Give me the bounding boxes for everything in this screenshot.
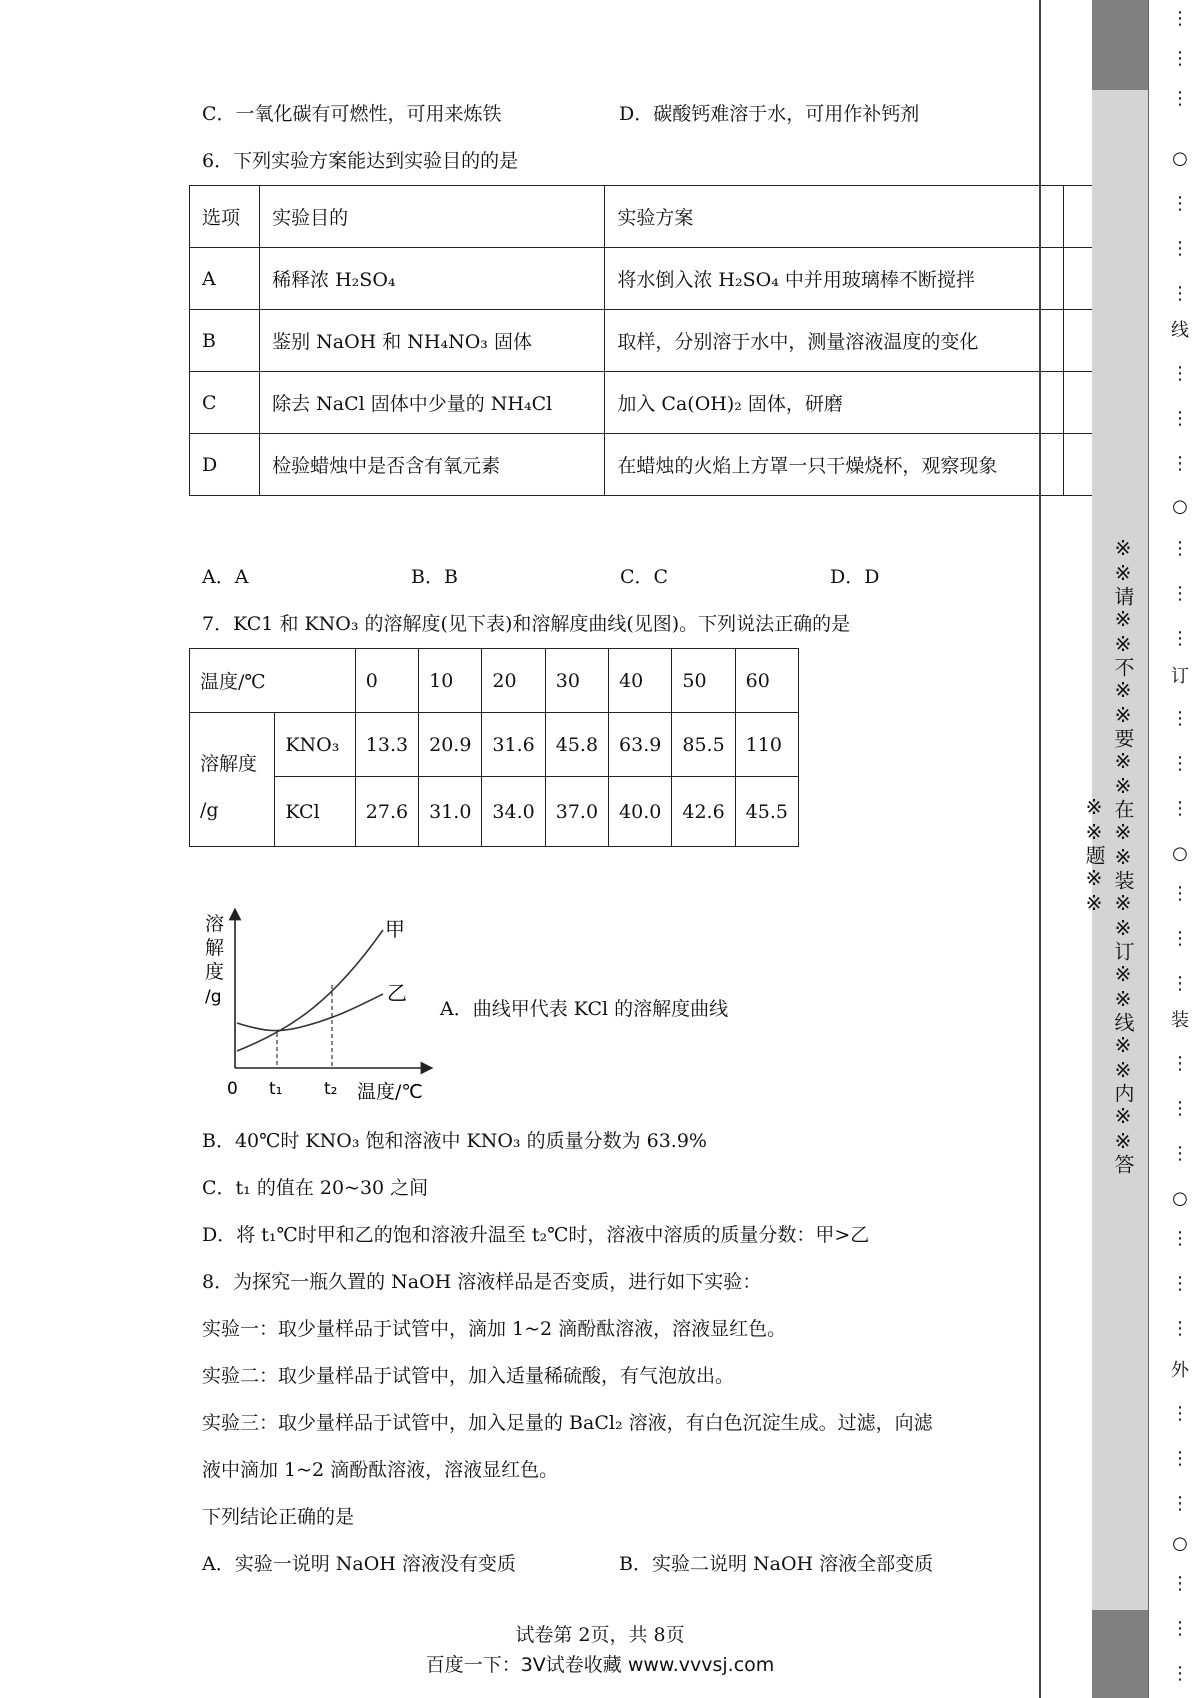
q7-option-b: B．40℃时 KNO₃ 饱和溶液中 KNO₃ 的质量分数为 63.9% bbox=[202, 1130, 707, 1152]
dots: ⋮ bbox=[1171, 48, 1189, 69]
dots: ⋮ bbox=[1171, 538, 1189, 559]
q6-choice-d: D．D bbox=[830, 566, 880, 588]
q6-row-b-goal: 鉴别 NaOH 和 NH₄NO₃ 固体 bbox=[260, 310, 605, 372]
q7-temp-cell: 50 bbox=[672, 649, 735, 713]
table-cell-empty bbox=[1064, 310, 1095, 372]
dots: ⋮ bbox=[1171, 1403, 1189, 1424]
q7-kno3-cell: 20.9 bbox=[419, 713, 482, 777]
dots: ⋮ bbox=[1171, 753, 1189, 774]
table-row bbox=[190, 649, 799, 713]
q6-row-c-plan: 加入 Ca(OH)₂ 固体，研磨 bbox=[605, 372, 1064, 434]
t1-label: t₁ bbox=[269, 1079, 283, 1099]
binding-warning: ※※请※※不※※要※※在※※装※※订※※线※※内※※答※※题※※ bbox=[1082, 535, 1135, 1175]
table-row bbox=[190, 713, 799, 777]
q6-row-c-option: C bbox=[190, 372, 260, 434]
table-cell-empty bbox=[1064, 372, 1095, 434]
dots: ⋮ bbox=[1171, 928, 1189, 949]
q7-temp-cell: 10 bbox=[419, 649, 482, 713]
q6-header-goal: 实验目的 bbox=[260, 186, 605, 248]
q7-solubility-curve-figure bbox=[205, 908, 435, 1108]
dots: ⋮ bbox=[1171, 453, 1189, 474]
y-label-4: /g bbox=[205, 987, 222, 1007]
q6-choice-c: C．C bbox=[620, 566, 669, 588]
q7-solubility-table bbox=[189, 648, 799, 847]
q7-solubility-label bbox=[190, 713, 275, 847]
circle-mark-icon: ○ bbox=[1172, 1533, 1188, 1554]
dots: ⋮ bbox=[1171, 408, 1189, 429]
q7-option-c: C．t₁ 的值在 20~30 之间 bbox=[202, 1177, 429, 1199]
q6-choice-a: A．A bbox=[202, 566, 249, 588]
dots: ⋮ bbox=[1171, 238, 1189, 259]
table-row bbox=[190, 777, 799, 847]
dots: ⋮ bbox=[1171, 1448, 1189, 1469]
q7-temp-cell: 0 bbox=[355, 649, 418, 713]
q6-row-a-plan: 将水倒入浓 H₂SO₄ 中并用玻璃棒不断搅拌 bbox=[605, 248, 1064, 310]
q7-kcl-cell: 42.6 bbox=[672, 777, 735, 847]
q6-row-b-option: B bbox=[190, 310, 260, 372]
dots: ⋮ bbox=[1171, 1143, 1189, 1164]
dots: ⋮ bbox=[1171, 583, 1189, 604]
q6-stem: 6．下列实验方案能达到实验目的的是 bbox=[202, 150, 519, 172]
source-watermark: 百度一下：3V试卷收藏 www.vvvsj.com bbox=[425, 1654, 775, 1676]
circle-mark-icon: ○ bbox=[1172, 148, 1188, 169]
q6-row-a-goal: 稀释浓 H₂SO₄ bbox=[260, 248, 605, 310]
y-label-2: 解 bbox=[205, 937, 225, 959]
table-row bbox=[190, 372, 1095, 434]
dots: ⋮ bbox=[1171, 283, 1189, 304]
q6-header-option: 选项 bbox=[190, 186, 260, 248]
dots: ⋮ bbox=[1171, 193, 1189, 214]
dots: ⋮ bbox=[1171, 8, 1189, 29]
q6-row-b-plan: 取样，分别溶于水中，测量溶液温度的变化 bbox=[605, 310, 1064, 372]
q6-table bbox=[189, 185, 1095, 496]
q7-temp-label: 温度/℃ bbox=[190, 649, 356, 713]
dots: ⋮ bbox=[1171, 88, 1189, 109]
x-axis-label: 温度/℃ bbox=[357, 1081, 423, 1103]
q7-option-d: D．将 t₁℃时甲和乙的饱和溶液升温至 t₂℃时，溶液中溶质的质量分数：甲>乙 bbox=[202, 1224, 870, 1246]
binding-strip-top-cap bbox=[1092, 0, 1148, 90]
dots: ⋮ bbox=[1171, 973, 1189, 994]
margin-mark-ding: 订 bbox=[1171, 666, 1189, 687]
dots: ⋮ bbox=[1171, 708, 1189, 729]
table-row bbox=[190, 310, 1095, 372]
t2-label: t₂ bbox=[324, 1079, 338, 1099]
q7-kno3-cell: 63.9 bbox=[609, 713, 672, 777]
dots: ⋮ bbox=[1171, 1053, 1189, 1074]
dots: ⋮ bbox=[1171, 1098, 1189, 1119]
q7-kno3-cell: 31.6 bbox=[482, 713, 545, 777]
q7-stem: 7．KC1 和 KNO₃ 的溶解度(见下表)和溶解度曲线(见图)。下列说法正确的是 bbox=[202, 613, 851, 635]
q7-kno3-cell: 45.8 bbox=[545, 713, 608, 777]
q6-row-a-option: A bbox=[190, 248, 260, 310]
q7-temp-cell: 60 bbox=[735, 649, 798, 713]
table-cell-empty bbox=[1064, 248, 1095, 310]
circle-mark-icon: ○ bbox=[1172, 496, 1188, 517]
circle-mark-icon: ○ bbox=[1172, 843, 1188, 864]
q8-option-b: B．实验二说明 NaOH 溶液全部变质 bbox=[619, 1553, 934, 1575]
q7-kcl-cell: 31.0 bbox=[419, 777, 482, 847]
cut-line bbox=[1170, 0, 1190, 1698]
binding-border-right bbox=[1148, 0, 1149, 1698]
q7-temp-cell: 30 bbox=[545, 649, 608, 713]
dots: ⋮ bbox=[1171, 363, 1189, 384]
q7-kcl-label: KCl bbox=[275, 777, 355, 847]
curve-jia bbox=[237, 930, 383, 1051]
margin-mark-zhuang: 装 bbox=[1171, 1010, 1189, 1031]
q8-experiment-2: 实验二：取少量样品于试管中，加入适量稀硫酸，有气泡放出。 bbox=[202, 1365, 735, 1387]
dots: ⋮ bbox=[1171, 1493, 1189, 1514]
q8-experiment-3-line1: 实验三：取少量样品于试管中，加入足量的 BaCl₂ 溶液，有白色沉淀生成。过滤，向滤 bbox=[202, 1412, 933, 1434]
table-row bbox=[190, 434, 1095, 496]
curve-jia-label: 甲 bbox=[385, 917, 405, 941]
binding-strip-bottom-cap bbox=[1092, 1610, 1148, 1698]
q6-header-plan: 实验方案 bbox=[605, 186, 1064, 248]
q7-kno3-cell: 110 bbox=[735, 713, 798, 777]
q8-ask: 下列结论正确的是 bbox=[202, 1506, 355, 1528]
q6-choice-b: B．B bbox=[411, 566, 458, 588]
q8-option-a: A．实验一说明 NaOH 溶液没有变质 bbox=[202, 1553, 516, 1575]
q8-experiment-1: 实验一：取少量样品于试管中，滴加 1~2 滴酚酞溶液，溶液显红色。 bbox=[202, 1318, 787, 1340]
y-label-1: 溶 bbox=[205, 913, 225, 935]
q7-kcl-cell: 40.0 bbox=[609, 777, 672, 847]
q8-experiment-3-line2: 液中滴加 1~2 滴酚酞溶液，溶液显红色。 bbox=[202, 1459, 559, 1481]
q7-kno3-label: KNO₃ bbox=[275, 713, 355, 777]
q6-row-d-option: D bbox=[190, 434, 260, 496]
q8-stem: 8．为探究一瓶久置的 NaOH 溶液样品是否变质，进行如下实验： bbox=[202, 1271, 762, 1293]
q7-option-a: A．曲线甲代表 KCl 的溶解度曲线 bbox=[440, 998, 729, 1020]
dots: ⋮ bbox=[1171, 798, 1189, 819]
curve-yi bbox=[237, 994, 383, 1031]
dots: ⋮ bbox=[1171, 1273, 1189, 1294]
dots: ⋮ bbox=[1171, 883, 1189, 904]
q7-solubility-label-line1: 溶解度 bbox=[200, 753, 258, 775]
q7-kcl-cell: 45.5 bbox=[735, 777, 798, 847]
q7-kno3-cell: 85.5 bbox=[672, 713, 735, 777]
q6-row-d-plan: 在蜡烛的火焰上方罩一只干燥烧杯，观察现象 bbox=[605, 434, 1064, 496]
y-label-3: 度 bbox=[205, 961, 225, 983]
page-number: 试卷第 2页，共 8页 bbox=[515, 1624, 685, 1646]
margin-mark-line: 线 bbox=[1171, 320, 1189, 341]
dots: ⋮ bbox=[1171, 1318, 1189, 1339]
q7-temp-cell: 20 bbox=[482, 649, 545, 713]
dots: ⋮ bbox=[1171, 1228, 1189, 1249]
table-cell-empty bbox=[1064, 434, 1095, 496]
origin-label: 0 bbox=[227, 1079, 238, 1099]
dots: ⋮ bbox=[1171, 1573, 1189, 1594]
binding-border-left bbox=[1039, 0, 1041, 1698]
q7-kcl-cell: 34.0 bbox=[482, 777, 545, 847]
q7-kcl-cell: 37.0 bbox=[545, 777, 608, 847]
dots: ⋮ bbox=[1171, 628, 1189, 649]
table-row bbox=[190, 248, 1095, 310]
dots: ⋮ bbox=[1171, 1663, 1189, 1684]
q7-kcl-cell: 27.6 bbox=[355, 777, 418, 847]
table-row bbox=[190, 186, 1095, 248]
table-cell-empty bbox=[1064, 186, 1095, 248]
margin-mark-wai: 外 bbox=[1171, 1360, 1189, 1381]
dots: ⋮ bbox=[1171, 1618, 1189, 1639]
q7-temp-cell: 40 bbox=[609, 649, 672, 713]
q7-kno3-cell: 13.3 bbox=[355, 713, 418, 777]
q6-row-c-goal: 除去 NaCl 固体中少量的 NH₄Cl bbox=[260, 372, 605, 434]
circle-mark-icon: ○ bbox=[1172, 1188, 1188, 1209]
q5-option-d: D．碳酸钙难溶于水，可用作补钙剂 bbox=[619, 103, 920, 125]
q6-row-d-goal: 检验蜡烛中是否含有氧元素 bbox=[260, 434, 605, 496]
q5-option-c: C．一氧化碳有可燃性，可用来炼铁 bbox=[202, 103, 502, 125]
q7-solubility-label-line2: /g bbox=[200, 799, 219, 821]
curve-yi-label: 乙 bbox=[387, 981, 407, 1005]
